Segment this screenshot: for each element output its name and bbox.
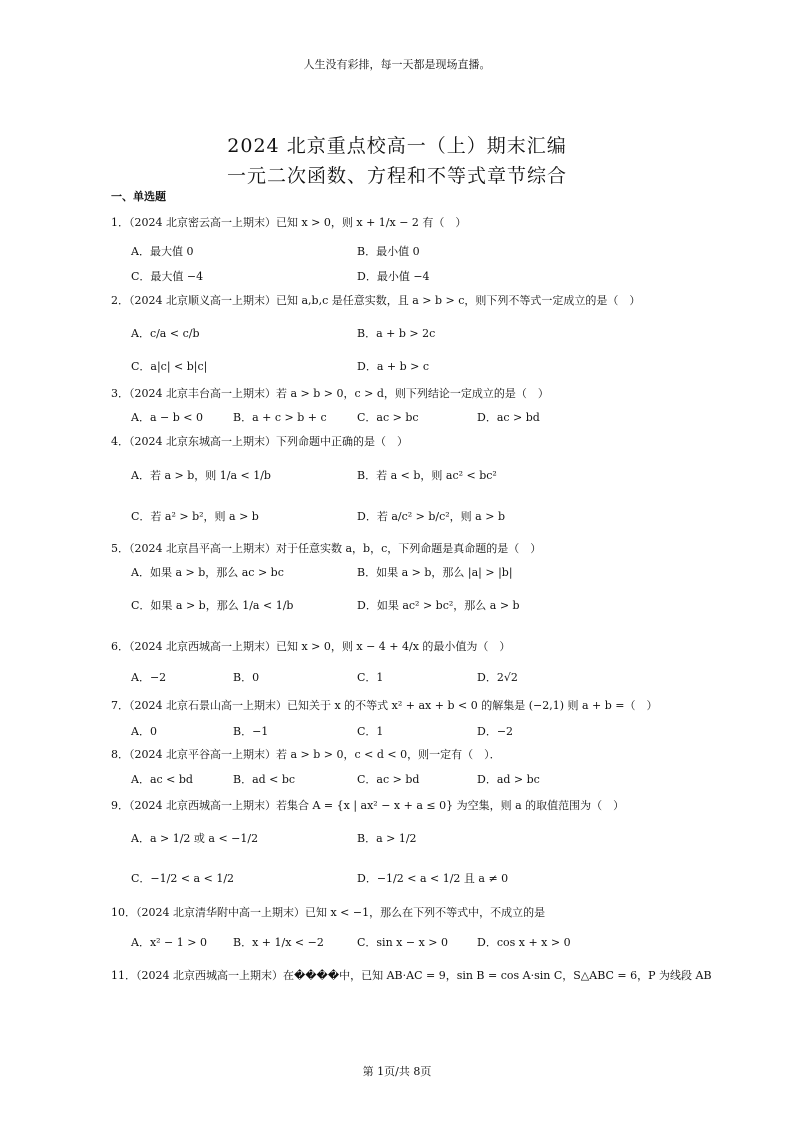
question-stem: 7．（2024 北京石景山高一上期末）已知关于 x 的不等式 x² + ax + b < 0 的解集是 (−2,1) 则 a + b =（ ） [111, 699, 658, 712]
title-line-1: 2024 北京重点校高一（上）期末汇编 [227, 135, 567, 157]
option-d: D．ac > bd [477, 411, 540, 424]
option-b: B．x + 1/x < −2 [233, 936, 324, 949]
option-d: D．若 a/c² > b/c²，则 a > b [357, 510, 505, 523]
option-d: D．cos x + x > 0 [477, 936, 571, 949]
option-d: D．如果 ac² > bc²，那么 a > b [357, 599, 520, 612]
question-stem: 6．（2024 北京西城高一上期末）已知 x > 0，则 x − 4 + 4/x 的最小值为（ ） [111, 640, 511, 653]
option-c: C．1 [357, 725, 384, 738]
question-stem: 3．（2024 北京丰台高一上期末）若 a > b > 0，c > d，则下列结论一定成立的是（ ） [111, 387, 549, 400]
option-a: A．a − b < 0 [131, 411, 203, 424]
option-d: D．2√2 [477, 671, 518, 684]
question-stem: 2．（2024 北京顺义高一上期末）已知 a,b,c 是任意实数，且 a > b > c，则下列不等式一定成立的是（ ） [111, 294, 641, 307]
section-heading: 一、单选题 [111, 190, 166, 203]
option-c: C．a|c| < b|c| [131, 360, 208, 373]
option-a: A．a > 1/2 或 a < −1/2 [131, 832, 259, 845]
option-d: D．−1/2 < a < 1/2 且 a ≠ 0 [357, 872, 509, 885]
option-b: B．a + c > b + c [233, 411, 327, 424]
option-c: C．若 a² > b²，则 a > b [131, 510, 259, 523]
option-a: A．0 [131, 725, 157, 738]
option-a: A．若 a > b，则 1/a < 1/b [131, 469, 271, 482]
question-stem: 11．（2024 北京西城高一上期末）在����中，已知 AB·AC = 9，sin B = cos A·sin C，S△ABC = 6，P 为线段 AB [111, 969, 712, 982]
page-motto: 人生没有彩排，每一天都是现场直播。 [303, 58, 491, 71]
option-d: D．a + b > c [357, 360, 429, 373]
title-line-2: 一元二次函数、方程和不等式章节综合 [226, 165, 567, 187]
option-c: C．最大值 −4 [131, 270, 204, 283]
option-a: A．−2 [131, 671, 167, 684]
option-a: A．最大值 0 [131, 245, 194, 258]
option-b: B．若 a < b，则 ac² < bc² [357, 469, 497, 482]
option-c: C．sin x − x > 0 [357, 936, 448, 949]
option-b: B．最小值 0 [357, 245, 420, 258]
question-stem: 9．（2024 北京西城高一上期末）若集合 A = {x | ax² − x + a ≤ 0} 为空集，则 a 的取值范围为（ ） [111, 799, 625, 812]
option-a: A．x² − 1 > 0 [131, 936, 207, 949]
option-a: A．如果 a > b，那么 ac > bc [131, 566, 284, 579]
option-b: B．a > 1/2 [357, 832, 417, 845]
question-stem: 10．（2024 北京清华附中高一上期末）已知 x < −1，那么在下列不等式中，不成立的是 [111, 906, 546, 919]
option-d: D．ad > bc [477, 773, 540, 786]
question-stem: 8．（2024 北京平谷高一上期末）若 a > b > 0，c < d < 0，则一定有（ ）． [111, 748, 501, 761]
page-footer: 第 1页/共 8页 [362, 1065, 432, 1078]
option-b: B．如果 a > b，那么 |a| > |b| [357, 566, 513, 579]
question-stem: 5．（2024 北京昌平高一上期末）对于任意实数 a，b，c，下列命题是真命题的是（ ） [111, 542, 542, 555]
option-c: C．ac > bd [357, 773, 420, 786]
option-c: C．如果 a > b，那么 1/a < 1/b [131, 599, 294, 612]
option-a: A．c/a < c/b [131, 327, 200, 340]
option-c: C．1 [357, 671, 384, 684]
option-b: B．a + b > 2c [357, 327, 436, 340]
option-b: B．ad < bc [233, 773, 296, 786]
option-b: B．0 [233, 671, 260, 684]
option-c: C．−1/2 < a < 1/2 [131, 872, 235, 885]
question-stem: 1．（2024 北京密云高一上期末）已知 x > 0，则 x + 1/x − 2 有（ ） [111, 216, 467, 229]
option-a: A．ac < bd [131, 773, 193, 786]
question-stem: 4．（2024 北京东城高一上期末）下列命题中正确的是（ ） [111, 435, 408, 448]
option-c: C．ac > bc [357, 411, 419, 424]
option-b: B．−1 [233, 725, 269, 738]
option-d: D．−2 [477, 725, 514, 738]
option-d: D．最小值 −4 [357, 270, 430, 283]
